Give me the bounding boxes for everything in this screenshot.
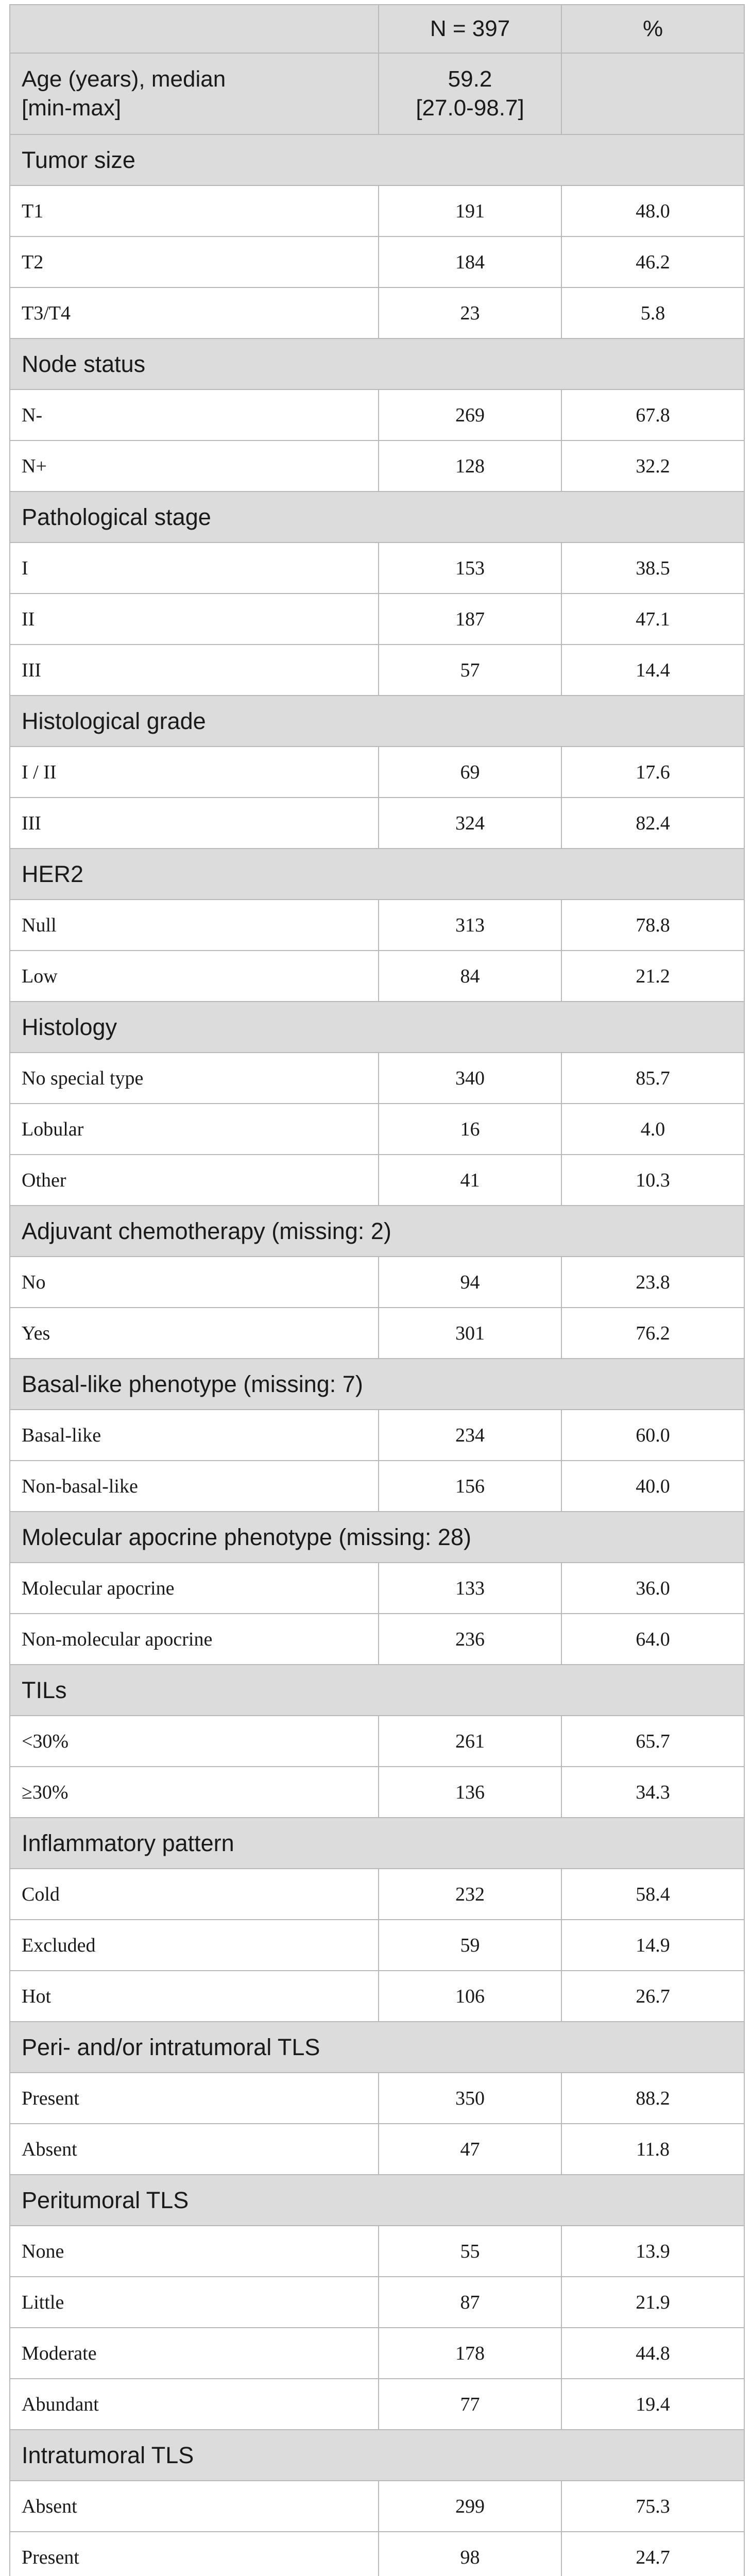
row-pct-cell: 14.4	[561, 645, 744, 696]
table-row	[10, 1767, 744, 1818]
table-row	[10, 1053, 744, 1104]
row-n-cell: 178	[379, 2328, 561, 2379]
table-row	[10, 2379, 744, 2430]
row-n-cell: 236	[379, 1614, 561, 1665]
table-row	[10, 798, 744, 849]
row-n-cell: 94	[379, 1257, 561, 1308]
row-n-cell: 69	[379, 747, 561, 798]
section-title: Peritumoral TLS	[10, 2175, 744, 2226]
row-label-cell: T1	[10, 185, 379, 236]
row-pct-cell: 82.4	[561, 798, 744, 849]
row-label-cell: Molecular apocrine	[10, 1563, 379, 1614]
row-label-cell: I	[10, 543, 379, 594]
table-row	[10, 2073, 744, 2124]
section-header-row	[10, 2022, 744, 2073]
table-row	[10, 2532, 744, 2576]
section-title: Adjuvant chemotherapy (missing: 2)	[10, 1206, 744, 1257]
section-title: Tumor size	[10, 134, 744, 185]
row-label-cell: II	[10, 594, 379, 645]
row-n-cell: 77	[379, 2379, 561, 2430]
row-n-cell: 184	[379, 236, 561, 287]
row-label-cell: N-	[10, 389, 379, 440]
table-row	[10, 2124, 744, 2175]
header-label-cell	[10, 5, 379, 53]
table-row	[10, 543, 744, 594]
table-row	[10, 2328, 744, 2379]
section-header-row	[10, 492, 744, 543]
age-label-line1: Age (years), median	[22, 66, 226, 92]
row-n-cell: 55	[379, 2226, 561, 2277]
row-label-cell: Cold	[10, 1869, 379, 1920]
table-row	[10, 389, 744, 440]
row-n-cell: 98	[379, 2532, 561, 2576]
row-pct-cell: 60.0	[561, 1410, 744, 1461]
header-n-cell: N = 397	[379, 5, 561, 53]
section-title: Pathological stage	[10, 492, 744, 543]
row-label-cell: Little	[10, 2277, 379, 2328]
row-label-cell: Non-molecular apocrine	[10, 1614, 379, 1665]
row-n-cell: 41	[379, 1155, 561, 1206]
row-label-cell: Absent	[10, 2481, 379, 2532]
row-n-cell: 350	[379, 2073, 561, 2124]
table-row	[10, 1920, 744, 1971]
row-label-cell: T2	[10, 236, 379, 287]
row-label-cell: N+	[10, 440, 379, 492]
row-n-cell: 16	[379, 1104, 561, 1155]
row-pct-cell: 10.3	[561, 1155, 744, 1206]
table-row	[10, 594, 744, 645]
section-title: Basal-like phenotype (missing: 7)	[10, 1359, 744, 1410]
row-pct-cell: 11.8	[561, 2124, 744, 2175]
row-pct-cell: 85.7	[561, 1053, 744, 1104]
row-label-cell: Excluded	[10, 1920, 379, 1971]
row-label-cell: III	[10, 798, 379, 849]
section-title: Peri- and/or intratumoral TLS	[10, 2022, 744, 2073]
row-n-cell: 153	[379, 543, 561, 594]
section-title: Inflammatory pattern	[10, 1818, 744, 1869]
age-value-line2: [27.0-98.7]	[416, 95, 524, 121]
row-pct-cell: 76.2	[561, 1308, 744, 1359]
row-label-cell: Low	[10, 951, 379, 1002]
row-pct-cell: 24.7	[561, 2532, 744, 2576]
row-pct-cell: 26.7	[561, 1971, 744, 2022]
row-n-cell: 261	[379, 1716, 561, 1767]
row-n-cell: 234	[379, 1410, 561, 1461]
table-row	[10, 1461, 744, 1512]
row-pct-cell: 21.9	[561, 2277, 744, 2328]
section-header-row	[10, 2175, 744, 2226]
table-row	[10, 185, 744, 236]
section-header-row	[10, 1359, 744, 1410]
row-label-cell: <30%	[10, 1716, 379, 1767]
row-pct-cell: 34.3	[561, 1767, 744, 1818]
row-pct-cell: 19.4	[561, 2379, 744, 2430]
section-header-row	[10, 849, 744, 900]
row-label-cell: Present	[10, 2532, 379, 2576]
section-title: TILs	[10, 1665, 744, 1716]
row-label-cell: T3/T4	[10, 287, 379, 338]
row-pct-cell: 23.8	[561, 1257, 744, 1308]
row-n-cell: 269	[379, 389, 561, 440]
row-label-cell: No special type	[10, 1053, 379, 1104]
section-header-row	[10, 1512, 744, 1563]
row-label-cell: Lobular	[10, 1104, 379, 1155]
age-pct-cell	[561, 53, 744, 134]
table-row	[10, 1308, 744, 1359]
age-label-cell	[10, 53, 379, 134]
row-pct-cell: 75.3	[561, 2481, 744, 2532]
section-header-row	[10, 1818, 744, 1869]
document	[9, 4, 744, 2576]
row-n-cell: 136	[379, 1767, 561, 1818]
table-row	[10, 951, 744, 1002]
row-label-cell: Abundant	[10, 2379, 379, 2430]
table-row	[10, 1104, 744, 1155]
row-pct-cell: 13.9	[561, 2226, 744, 2277]
table-row	[10, 440, 744, 492]
table-row	[10, 900, 744, 951]
table-header-row	[10, 5, 744, 53]
section-header-row	[10, 338, 744, 389]
row-pct-cell: 48.0	[561, 185, 744, 236]
row-n-cell: 128	[379, 440, 561, 492]
row-n-cell: 84	[379, 951, 561, 1002]
row-pct-cell: 46.2	[561, 236, 744, 287]
table-row	[10, 747, 744, 798]
row-n-cell: 57	[379, 645, 561, 696]
section-header-row	[10, 2430, 744, 2481]
section-title: Node status	[10, 338, 744, 389]
row-n-cell: 47	[379, 2124, 561, 2175]
row-pct-cell: 58.4	[561, 1869, 744, 1920]
section-header-row	[10, 134, 744, 185]
row-n-cell: 59	[379, 1920, 561, 1971]
row-label-cell: Yes	[10, 1308, 379, 1359]
row-pct-cell: 65.7	[561, 1716, 744, 1767]
row-n-cell: 133	[379, 1563, 561, 1614]
row-label-cell: Hot	[10, 1971, 379, 2022]
table-row	[10, 1716, 744, 1767]
section-title: Intratumoral TLS	[10, 2430, 744, 2481]
age-label-line2: [min-max]	[22, 95, 122, 121]
row-label-cell: III	[10, 645, 379, 696]
section-header-row	[10, 696, 744, 747]
row-label-cell: Present	[10, 2073, 379, 2124]
row-label-cell: Other	[10, 1155, 379, 1206]
section-title: HER2	[10, 849, 744, 900]
row-pct-cell: 5.8	[561, 287, 744, 338]
row-pct-cell: 38.5	[561, 543, 744, 594]
row-pct-cell: 4.0	[561, 1104, 744, 1155]
row-pct-cell: 21.2	[561, 951, 744, 1002]
row-n-cell: 191	[379, 185, 561, 236]
table-row	[10, 2226, 744, 2277]
table-row	[10, 645, 744, 696]
table-row	[10, 1257, 744, 1308]
row-n-cell: 106	[379, 1971, 561, 2022]
row-n-cell: 87	[379, 2277, 561, 2328]
row-label-cell: I / II	[10, 747, 379, 798]
row-pct-cell: 47.1	[561, 594, 744, 645]
header-pct-cell: %	[561, 5, 744, 53]
table-row	[10, 236, 744, 287]
row-pct-cell: 78.8	[561, 900, 744, 951]
row-n-cell: 299	[379, 2481, 561, 2532]
table-row	[10, 1155, 744, 1206]
row-pct-cell: 44.8	[561, 2328, 744, 2379]
row-pct-cell: 64.0	[561, 1614, 744, 1665]
row-label-cell: Non-basal-like	[10, 1461, 379, 1512]
row-pct-cell: 88.2	[561, 2073, 744, 2124]
row-n-cell: 313	[379, 900, 561, 951]
row-n-cell: 340	[379, 1053, 561, 1104]
age-row	[10, 53, 744, 134]
table-row	[10, 2481, 744, 2532]
row-label-cell: No	[10, 1257, 379, 1308]
table-row	[10, 1563, 744, 1614]
row-n-cell: 23	[379, 287, 561, 338]
row-pct-cell: 40.0	[561, 1461, 744, 1512]
table-row	[10, 1614, 744, 1665]
row-label-cell: ≥30%	[10, 1767, 379, 1818]
table-row	[10, 1869, 744, 1920]
row-n-cell: 232	[379, 1869, 561, 1920]
row-pct-cell: 67.8	[561, 389, 744, 440]
table-row	[10, 2277, 744, 2328]
row-n-cell: 156	[379, 1461, 561, 1512]
row-pct-cell: 36.0	[561, 1563, 744, 1614]
table-row	[10, 1971, 744, 2022]
row-label-cell: Moderate	[10, 2328, 379, 2379]
patient-characteristics-table	[9, 4, 745, 2576]
table-row	[10, 287, 744, 338]
row-label-cell: Absent	[10, 2124, 379, 2175]
row-pct-cell: 32.2	[561, 440, 744, 492]
section-title: Histological grade	[10, 696, 744, 747]
section-header-row	[10, 1206, 744, 1257]
section-header-row	[10, 1665, 744, 1716]
row-pct-cell: 17.6	[561, 747, 744, 798]
table-row	[10, 1410, 744, 1461]
age-value-line1: 59.2	[448, 66, 492, 92]
row-n-cell: 301	[379, 1308, 561, 1359]
section-title: Molecular apocrine phenotype (missing: 28)	[10, 1512, 744, 1563]
row-label-cell: Basal-like	[10, 1410, 379, 1461]
section-header-row	[10, 1002, 744, 1053]
section-title: Histology	[10, 1002, 744, 1053]
age-value-cell	[379, 53, 561, 134]
row-n-cell: 187	[379, 594, 561, 645]
row-label-cell: Null	[10, 900, 379, 951]
row-pct-cell: 14.9	[561, 1920, 744, 1971]
row-n-cell: 324	[379, 798, 561, 849]
row-label-cell: None	[10, 2226, 379, 2277]
